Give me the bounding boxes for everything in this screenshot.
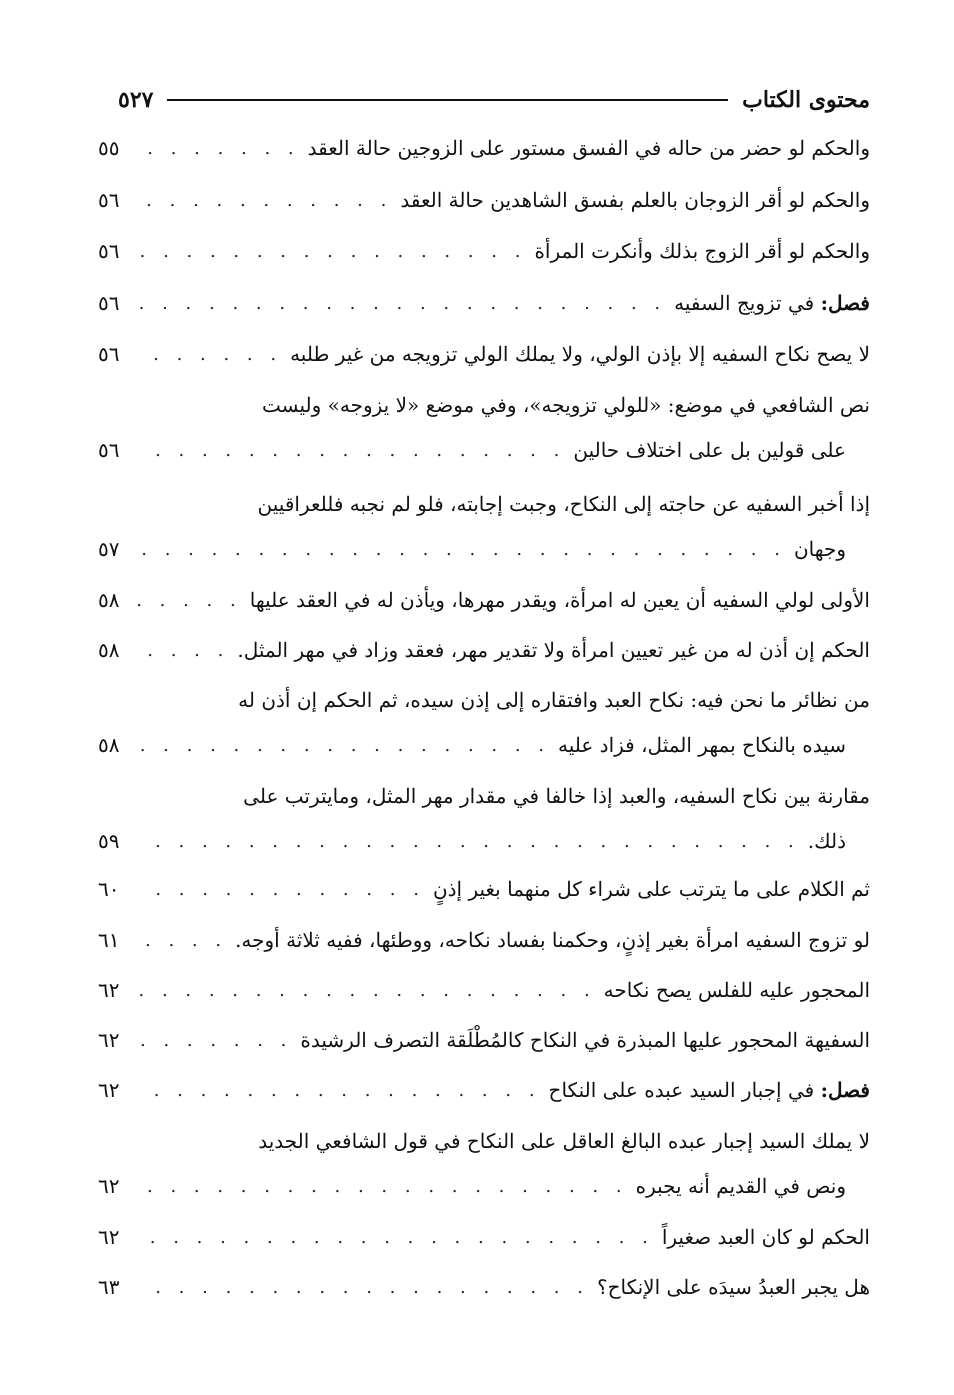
toc-entry-page: ٥٥ <box>98 136 120 160</box>
toc-entry-text: وجهان <box>793 537 846 561</box>
toc-entry-page: ٦٢ <box>98 978 120 1002</box>
toc-entry <box>98 1020 870 1060</box>
leader-dots <box>138 980 596 1001</box>
toc-entry-text: ذلك. <box>807 829 846 853</box>
toc-entry <box>98 580 870 620</box>
toc-entry-text: السفيهة المحجور عليها المبذرة في النكاح كالمُطْلَقة التصرف الرشيدة <box>300 1028 870 1052</box>
leader-dots <box>138 1080 541 1101</box>
leader-dots <box>138 831 800 852</box>
toc-entry-page: ٦٢ <box>98 1225 120 1249</box>
toc-entry-page: ٥٨ <box>98 733 120 757</box>
toc-entry <box>98 231 870 271</box>
toc-entry <box>98 776 870 816</box>
toc-entry <box>98 725 870 765</box>
leader-dots <box>138 138 300 159</box>
toc-entry-page: ٥٨ <box>98 588 120 612</box>
toc-entry <box>98 869 870 909</box>
toc-entry-text: الحكم إن أذن له من غير تعيين امرأة ولا تقدير مهر، فعقد وزاد في مهر المثل. <box>237 638 870 662</box>
leader-dots <box>138 1227 654 1248</box>
toc-entry <box>98 334 870 374</box>
toc-entry <box>98 283 870 323</box>
header-page-number: ٥٢٧ <box>118 87 154 113</box>
leader-dots <box>138 1176 628 1197</box>
toc-entry-text: الحكم لو كان العبد صغيراً <box>661 1225 870 1249</box>
leader-dots <box>138 640 229 661</box>
toc-entry-text: سيده بالنكاح بمهر المثل، فزاد عليه <box>558 733 846 757</box>
toc-entry <box>98 180 870 220</box>
toc-entry-page: ٥٩ <box>98 829 120 853</box>
leader-dots <box>138 590 242 611</box>
toc-entry <box>98 1217 870 1257</box>
toc-entry-text: على قولين بل على اختلاف حالين <box>573 438 846 462</box>
toc-entry-text: فصل: في تزويج السفيه <box>674 291 870 315</box>
toc-entry <box>98 680 870 720</box>
toc-entry-page: ٦٣ <box>98 1275 120 1299</box>
toc-entry-page: ٥٦ <box>98 438 120 462</box>
toc-entry-text: والحكم لو حضر من حاله في الفسق مستور على الزوجين حالة العقد <box>307 136 870 160</box>
toc-entry-page: ٦٢ <box>98 1078 120 1102</box>
toc-entry-page: ٥٦ <box>98 291 120 315</box>
toc-entry <box>98 1070 870 1110</box>
toc-entry-page: ٥٨ <box>98 638 120 662</box>
toc-entry-page: ٦٢ <box>98 1028 120 1052</box>
header-title: محتوى الكتاب <box>742 87 870 113</box>
toc-entry-page: ٦٠ <box>98 877 120 901</box>
toc-entry-text: ثم الكلام على ما يترتب على شراء كل منهما بغير إذنٍ <box>432 877 870 901</box>
toc-entry-text: والحكم لو أقر الزوج بذلك وأنكرت المرأة <box>534 239 870 263</box>
toc-entry-text: ونص في القديم أنه يجبره <box>635 1174 846 1198</box>
toc-entry-text: لو تزوج السفيه امرأة بغير إذنٍ، وحكمنا بفساد نكاحه، ووطئها، ففيه ثلاثة أوجه. <box>235 928 870 952</box>
toc-entry-page: ٥٦ <box>98 188 120 212</box>
leader-dots <box>138 735 550 756</box>
leader-dots <box>138 190 392 211</box>
toc-entry <box>98 1166 870 1206</box>
leader-dots <box>138 1030 292 1051</box>
toc-entry-text: لا يملك السيد إجبار عبده البالغ العاقل على النكاح في قول الشافعي الجديد <box>258 1129 870 1153</box>
toc-entry-text: لا يصح نكاح السفيه إلا بإذن الولي، ولا يملك الولي تزويجه من غير طلبه <box>290 342 870 366</box>
toc-entry-text: إذا أخبر السفيه عن حاجته إلى النكاح، وجبت إجابته، فلو لم نجبه فللعراقيين <box>257 492 870 516</box>
leader-dots <box>138 539 786 560</box>
toc-entry-page: ٥٧ <box>98 537 120 561</box>
toc-entry <box>98 128 870 168</box>
leader-dots <box>138 1277 589 1298</box>
toc-entry <box>98 430 870 470</box>
toc-entry <box>98 529 870 569</box>
toc-entry-page: ٦٢ <box>98 1174 120 1198</box>
toc-entry <box>98 821 870 861</box>
toc-entry <box>98 1267 870 1307</box>
toc-entry-text: المحجور عليه للفلس يصح نكاحه <box>603 978 870 1002</box>
toc-entry-text: الأولى لولي السفيه أن يعين له امرأة، ويقدر مهرها، ويأذن له في العقد عليها <box>249 588 870 612</box>
leader-dots <box>138 344 282 365</box>
toc-entry-page: ٦١ <box>98 928 120 952</box>
leader-dots <box>138 879 425 900</box>
toc-entry-text: هل يجبر العبدُ سيدَه على الإنكاح؟ <box>596 1275 870 1299</box>
toc-entry <box>98 970 870 1010</box>
toc-entry-text: فصل: في إجبار السيد عبده على النكاح <box>548 1078 870 1102</box>
leader-dots <box>138 241 526 262</box>
toc-entry-text: نص الشافعي في موضع: «للولي تزويجه»، وفي موضع «لا يزوجه» وليست <box>262 393 870 417</box>
toc-entry <box>98 1121 870 1161</box>
toc-entry-page: ٥٦ <box>98 342 120 366</box>
toc-entry-text: مقارنة بين نكاح السفيه، والعبد إذا خالفا في مقدار مهر المثل، ومايترتب على <box>243 784 870 808</box>
leader-dots <box>138 930 227 951</box>
toc-entry-page: ٥٦ <box>98 239 120 263</box>
toc-entry-text: من نظائر ما نحن فيه: نكاح العبد وافتقاره إلى إذن سيده، ثم الحكم إن أذن له <box>238 688 870 712</box>
toc-entry-text: والحكم لو أقر الزوجان بالعلم بفسق الشاهدين حالة العقد <box>400 188 870 212</box>
leader-dots <box>138 293 666 314</box>
toc-entry <box>98 385 870 425</box>
toc-entry <box>98 630 870 670</box>
leader-dots <box>138 440 565 461</box>
toc-entry <box>98 484 870 524</box>
toc-entry <box>98 920 870 960</box>
